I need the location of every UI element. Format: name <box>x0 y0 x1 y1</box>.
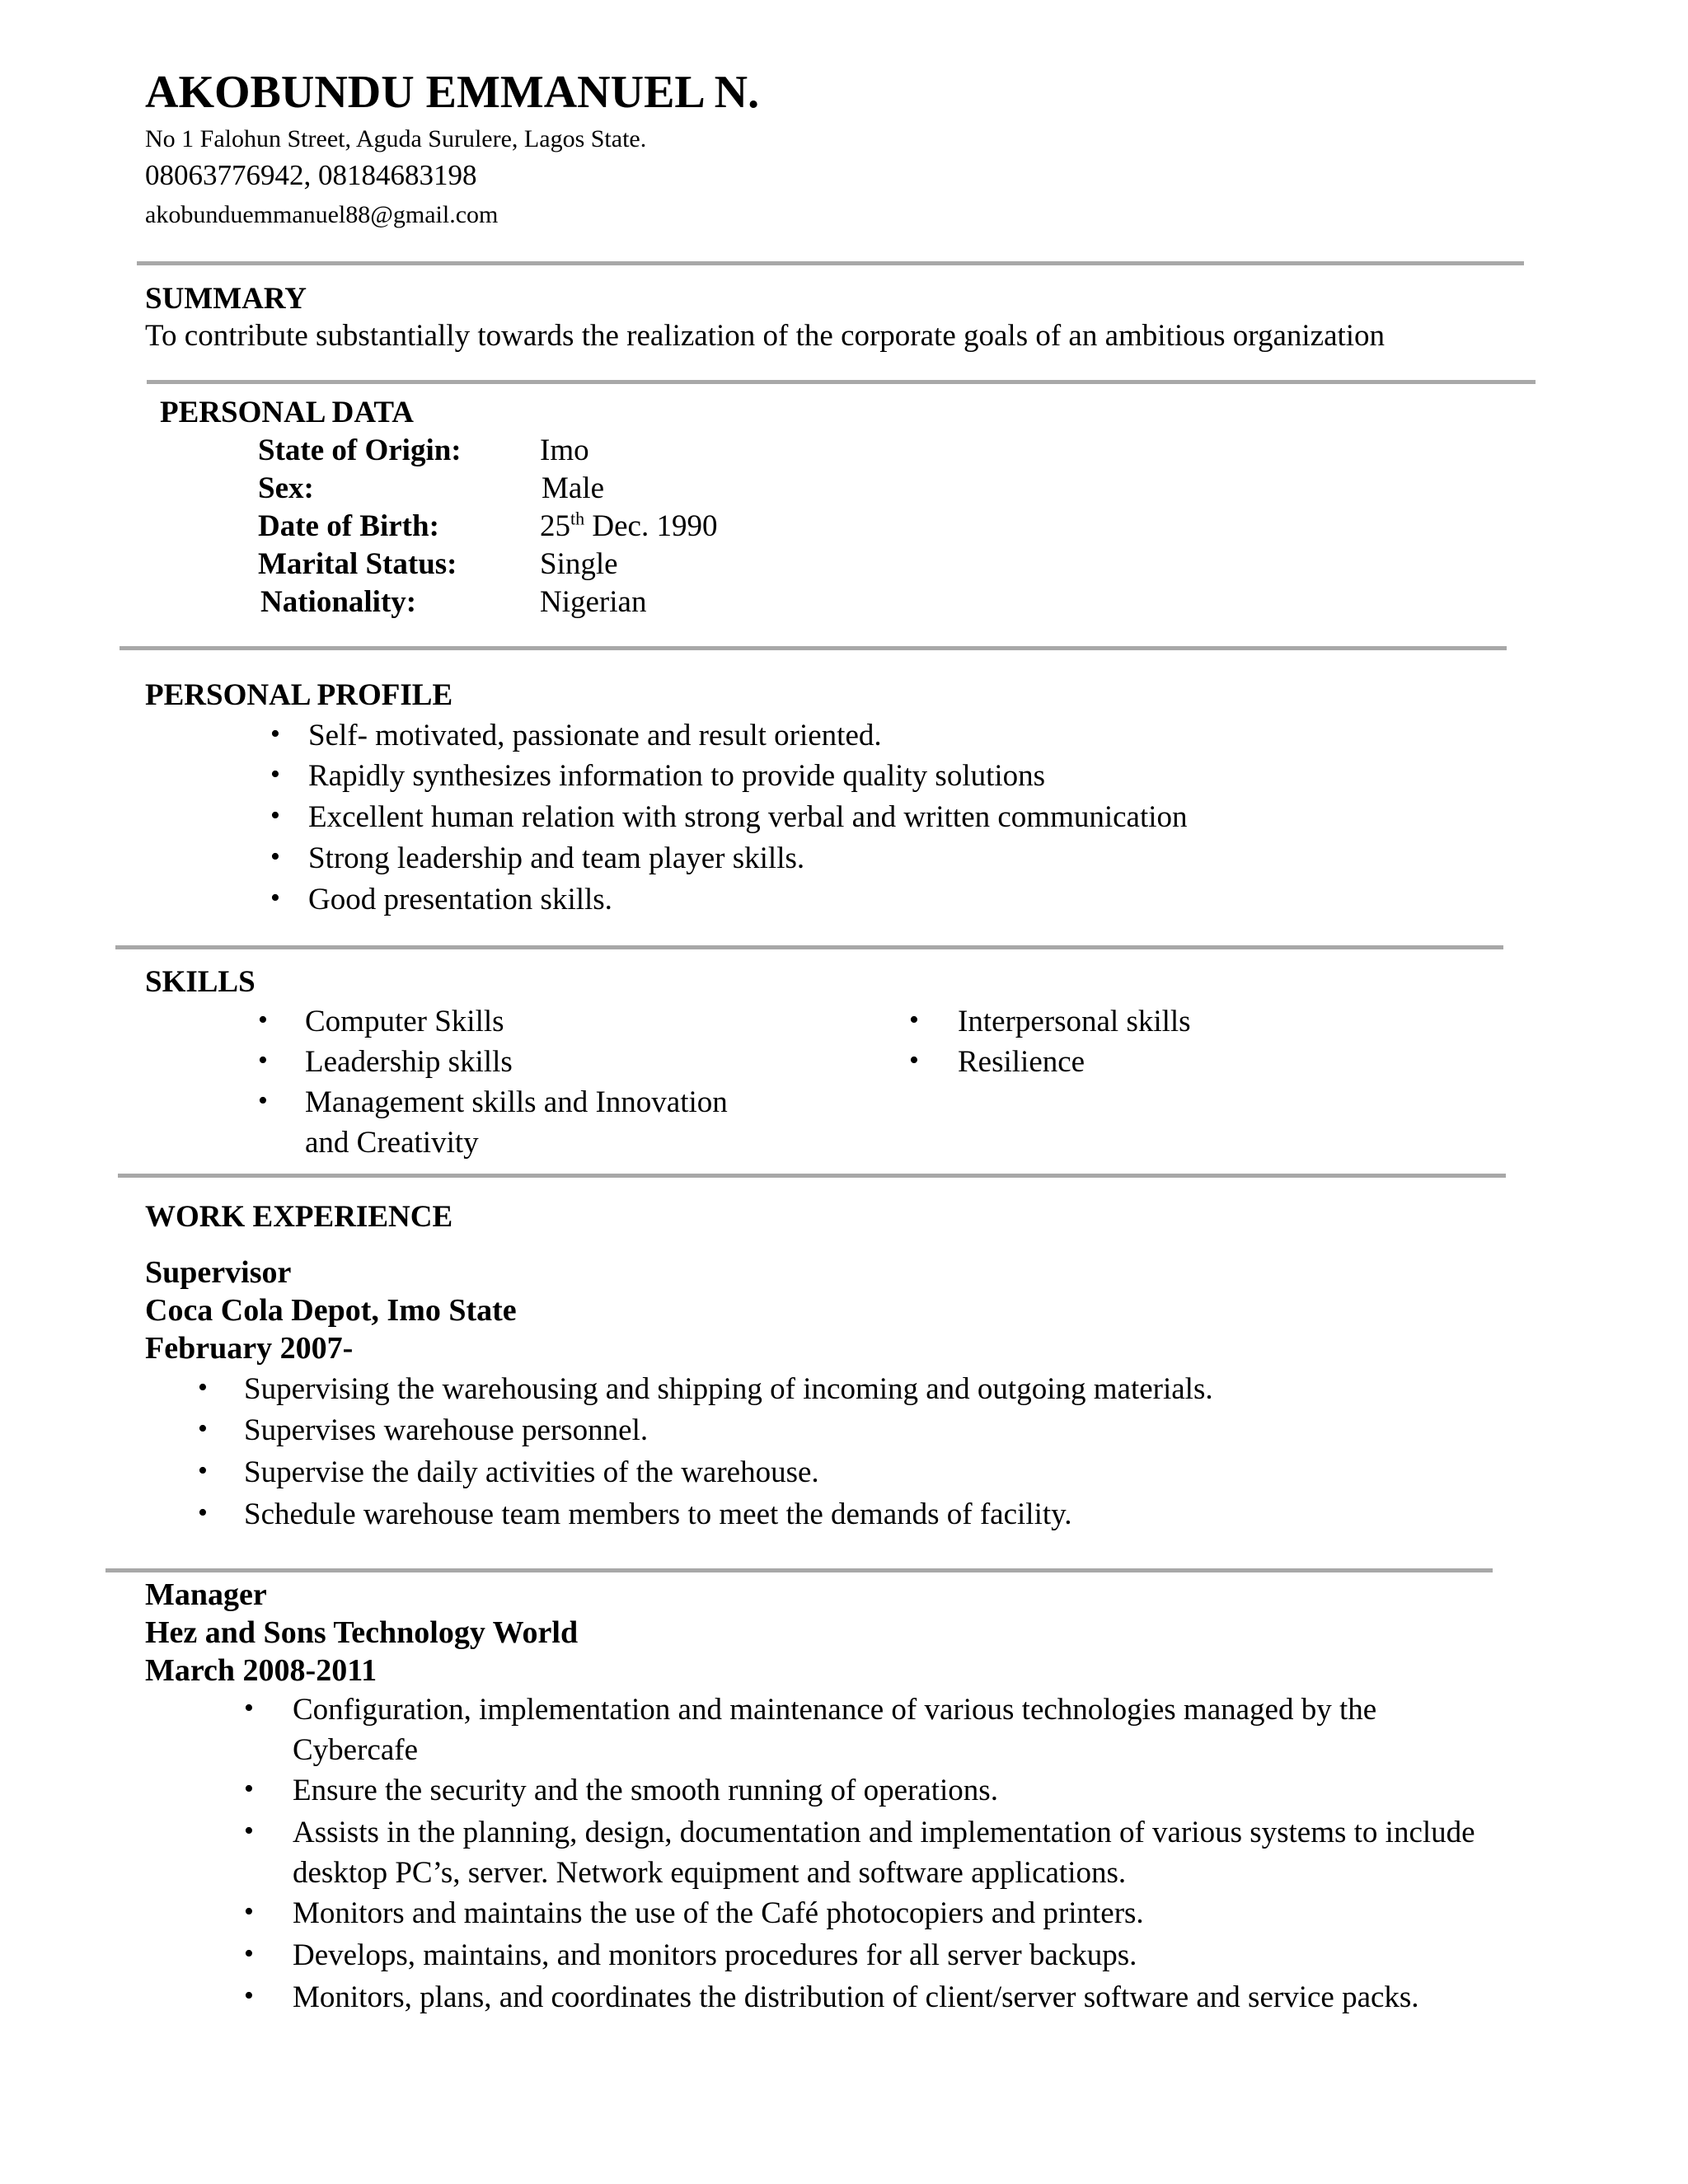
field-value: Nigerian <box>540 585 647 619</box>
skill-item: Resilience <box>958 1045 1085 1079</box>
duty-item: Supervising the warehousing and shipping of incoming and outgoing materials. <box>244 1372 1213 1406</box>
duty-item: Assists in the planning, design, documentation and implementation of various systems to include <box>293 1816 1475 1849</box>
duty-item: Monitors, plans, and coordinates the distribution of client/server software and service packs. <box>293 1980 1419 2014</box>
section-title-personal-data: PERSONAL DATA <box>160 396 415 429</box>
duty-item: Ensure the security and the smooth running of operations. <box>293 1774 998 1807</box>
list-item: Rapidly synthesizes information to provide quality solutions <box>308 759 1046 793</box>
section-title-work-experience: WORK EXPERIENCE <box>145 1200 453 1234</box>
list-item: Self- motivated, passionate and result oriented. <box>308 719 882 752</box>
duty-item: Supervises warehouse personnel. <box>244 1413 649 1447</box>
duty-item: Monitors and maintains the use of the Café photocopiers and printers. <box>293 1896 1144 1930</box>
bullet: • <box>258 1045 268 1076</box>
bullet: • <box>270 719 280 749</box>
duty-item-continuation: desktop PC’s, server. Network equipment and software applications. <box>293 1856 1127 1890</box>
divider <box>106 1568 1493 1572</box>
bullet: • <box>270 883 280 913</box>
list-item: Strong leadership and team player skills. <box>308 841 805 875</box>
bullet: • <box>909 1005 919 1035</box>
section-title-skills: SKILLS <box>145 965 256 999</box>
bullet: • <box>244 1774 254 1804</box>
divider <box>115 945 1503 949</box>
duty-item: Supervise the daily activities of the warehouse. <box>244 1455 819 1489</box>
section-title-personal-profile: PERSONAL PROFILE <box>145 678 453 712</box>
job-company: Hez and Sons Technology World <box>145 1615 579 1650</box>
bullet: • <box>244 1816 254 1846</box>
email: akobunduemmanuel88@gmail.com <box>145 201 499 228</box>
bullet: • <box>198 1497 208 1528</box>
bullet: • <box>258 1005 268 1035</box>
divider <box>147 380 1536 384</box>
skill-item: Leadership skills <box>305 1045 513 1079</box>
divider <box>137 261 1524 265</box>
section-title-summary: SUMMARY <box>145 282 307 316</box>
field-value: 25th Dec. 1990 <box>540 508 718 543</box>
duty-item: Configuration, implementation and maintenance of various technologies managed by the <box>293 1693 1377 1727</box>
bullet: • <box>244 1693 254 1723</box>
bullet: • <box>270 841 280 872</box>
skill-item: Management skills and Innovation <box>305 1085 728 1119</box>
phone-numbers: 08063776942, 08184683198 <box>145 159 477 191</box>
list-item: Excellent human relation with strong verbal and written communication <box>308 800 1188 834</box>
job-company: Coca Cola Depot, Imo State <box>145 1293 517 1328</box>
field-value: Imo <box>540 434 589 467</box>
field-value: Male <box>542 471 605 505</box>
bullet: • <box>270 800 280 831</box>
bullet: • <box>258 1085 268 1116</box>
field-label: State of Origin: <box>258 434 462 467</box>
job-role: Manager <box>145 1577 267 1612</box>
bullet: • <box>270 759 280 790</box>
divider <box>118 1174 1506 1178</box>
job-date: March 2008-2011 <box>145 1653 377 1688</box>
skill-item: Computer Skills <box>305 1005 504 1038</box>
resume-name: AKOBUNDU EMMANUEL N. <box>145 67 760 118</box>
job-date: February 2007- <box>145 1331 354 1366</box>
job-role: Supervisor <box>145 1255 292 1290</box>
bullet: • <box>244 1938 254 1969</box>
skill-item: Interpersonal skills <box>958 1005 1191 1038</box>
duty-item: Develops, maintains, and monitors procedures for all server backups. <box>293 1938 1137 1972</box>
skill-item-continuation: and Creativity <box>305 1126 479 1160</box>
field-label: Date of Birth: <box>258 509 439 543</box>
field-value: Single <box>540 547 618 581</box>
duty-item-continuation: Cybercafe <box>293 1733 419 1767</box>
divider <box>120 646 1507 650</box>
summary-text: To contribute substantially towards the realization of the corporate goals of an ambitious organization <box>145 319 1386 353</box>
duty-item: Schedule warehouse team members to meet the demands of facility. <box>244 1497 1072 1531</box>
field-label: Marital Status: <box>258 547 457 581</box>
bullet: • <box>198 1372 208 1403</box>
bullet: • <box>244 1896 254 1927</box>
bullet: • <box>244 1980 254 2011</box>
field-label: Sex: <box>258 471 314 505</box>
field-label: Nationality: <box>260 585 417 619</box>
bullet: • <box>198 1413 208 1444</box>
bullet: • <box>198 1455 208 1486</box>
bullet: • <box>909 1045 919 1076</box>
address: No 1 Falohun Street, Aguda Surulere, Lagos State. <box>145 125 647 152</box>
list-item: Good presentation skills. <box>308 883 612 916</box>
